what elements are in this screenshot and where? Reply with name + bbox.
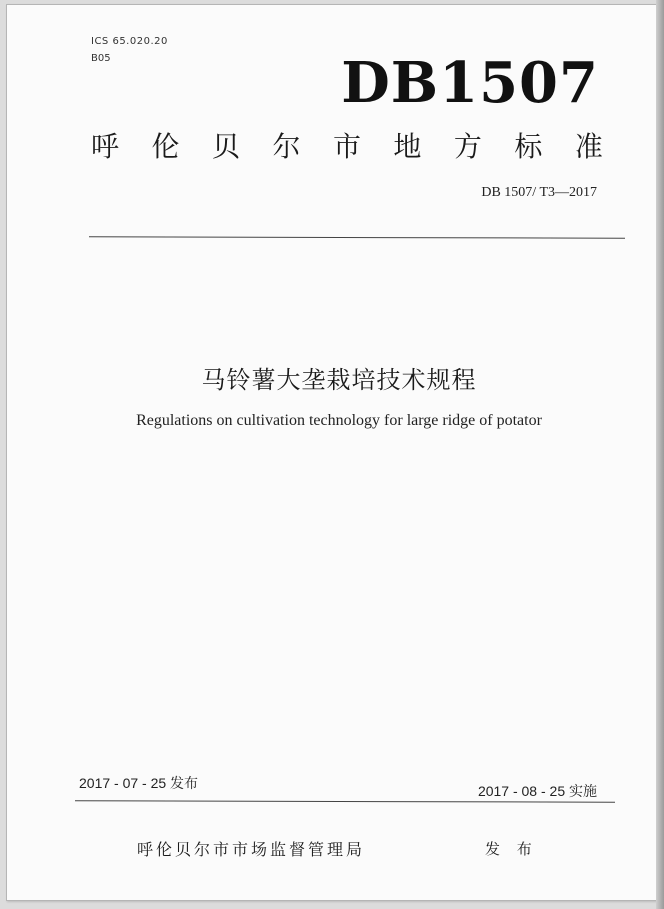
standard-number: DB 1507/ T3—2017: [481, 185, 597, 200]
footer-divider: [75, 800, 615, 802]
publish-date: 2017 - 07 - 25 发布: [79, 775, 199, 791]
title-char: 尔: [272, 130, 301, 163]
document-page: [6, 4, 658, 901]
title-char: 标: [514, 130, 543, 163]
title-char: 准: [574, 130, 603, 163]
title-char: 伦: [151, 130, 180, 163]
ics-code: ICS 65.020.20: [91, 36, 168, 47]
document-title-cn: 马铃薯大垄栽培技术规程: [201, 366, 477, 394]
implement-date: 2017 - 08 - 25 实施: [477, 783, 597, 799]
title-char: 地: [393, 130, 422, 163]
title-char: 呼: [91, 130, 120, 163]
scan-edge: [656, 0, 664, 909]
title-char: 贝: [211, 130, 240, 163]
issuing-authority: 呼伦贝尔市市场监督管理局: [137, 840, 366, 859]
document-title-en: Regulations on cultivation technology for large ridge of potator: [136, 412, 542, 429]
issue-label: 发 布: [485, 840, 538, 858]
title-char: 方: [453, 130, 482, 163]
db-code-logo: DB1507: [341, 50, 599, 116]
ccs-code: B05: [91, 53, 111, 64]
title-char: 市: [332, 130, 361, 163]
header-divider: [89, 236, 625, 238]
standard-category-title: [91, 130, 603, 163]
